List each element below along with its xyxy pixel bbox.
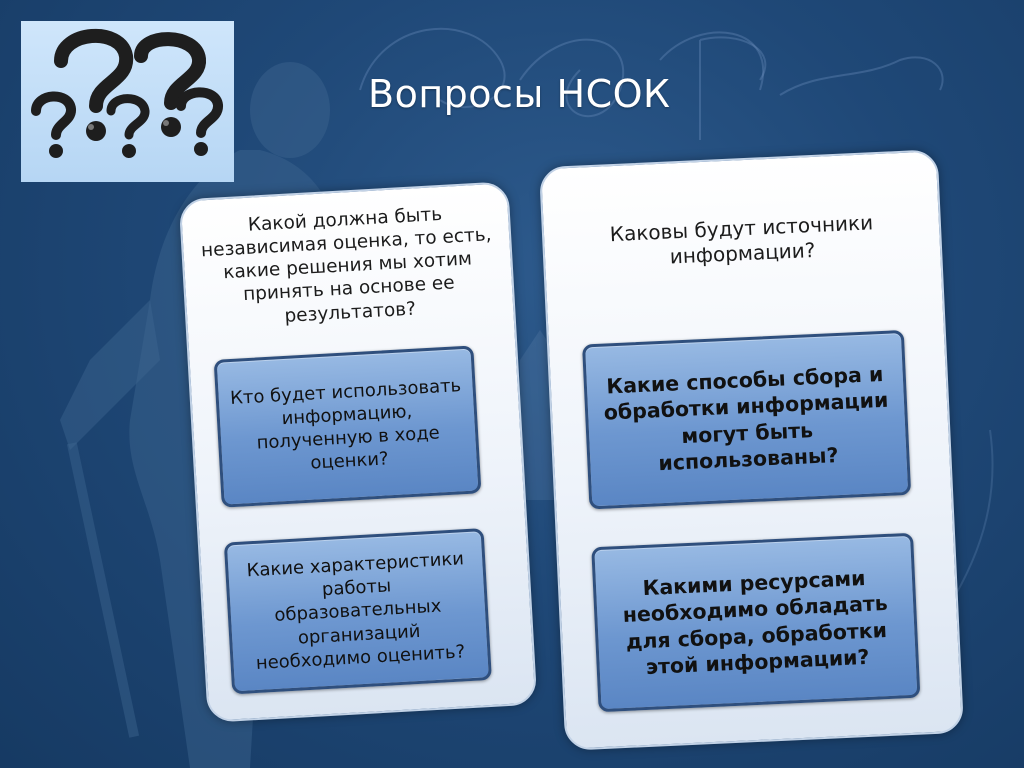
question-marks-icon: [21, 21, 234, 182]
left-question-box-2-text: Какие характеристики работы образовательных организаций необходимо оценить?: [246, 548, 466, 674]
slide-title: Вопросы НСОК: [368, 72, 671, 116]
left-question-box-1-text: Кто будет использовать информацию, полученную в ходе оценки?: [229, 375, 462, 474]
left-question-card: [179, 181, 538, 723]
right-question-box-2: [591, 533, 920, 712]
right-question-box-1: [582, 330, 911, 509]
left-card-heading: Какой должна быть независимая оценка, то есть, какие решения мы хотим принять на основе ее результатов?: [200, 203, 493, 327]
left-question-box-2: [224, 528, 492, 694]
right-question-card: [539, 149, 964, 750]
question-marks-image: [21, 21, 234, 182]
right-question-box-2-text: Какими ресурсами необходимо обладать для сбора, обработки этой информации?: [622, 566, 889, 679]
right-question-box-1-text: Какие способы сбора и обработки информации могут быть использованы?: [603, 361, 889, 475]
left-question-box-1: [214, 345, 482, 507]
right-card-heading: Каковы будут источники информации?: [609, 210, 874, 269]
